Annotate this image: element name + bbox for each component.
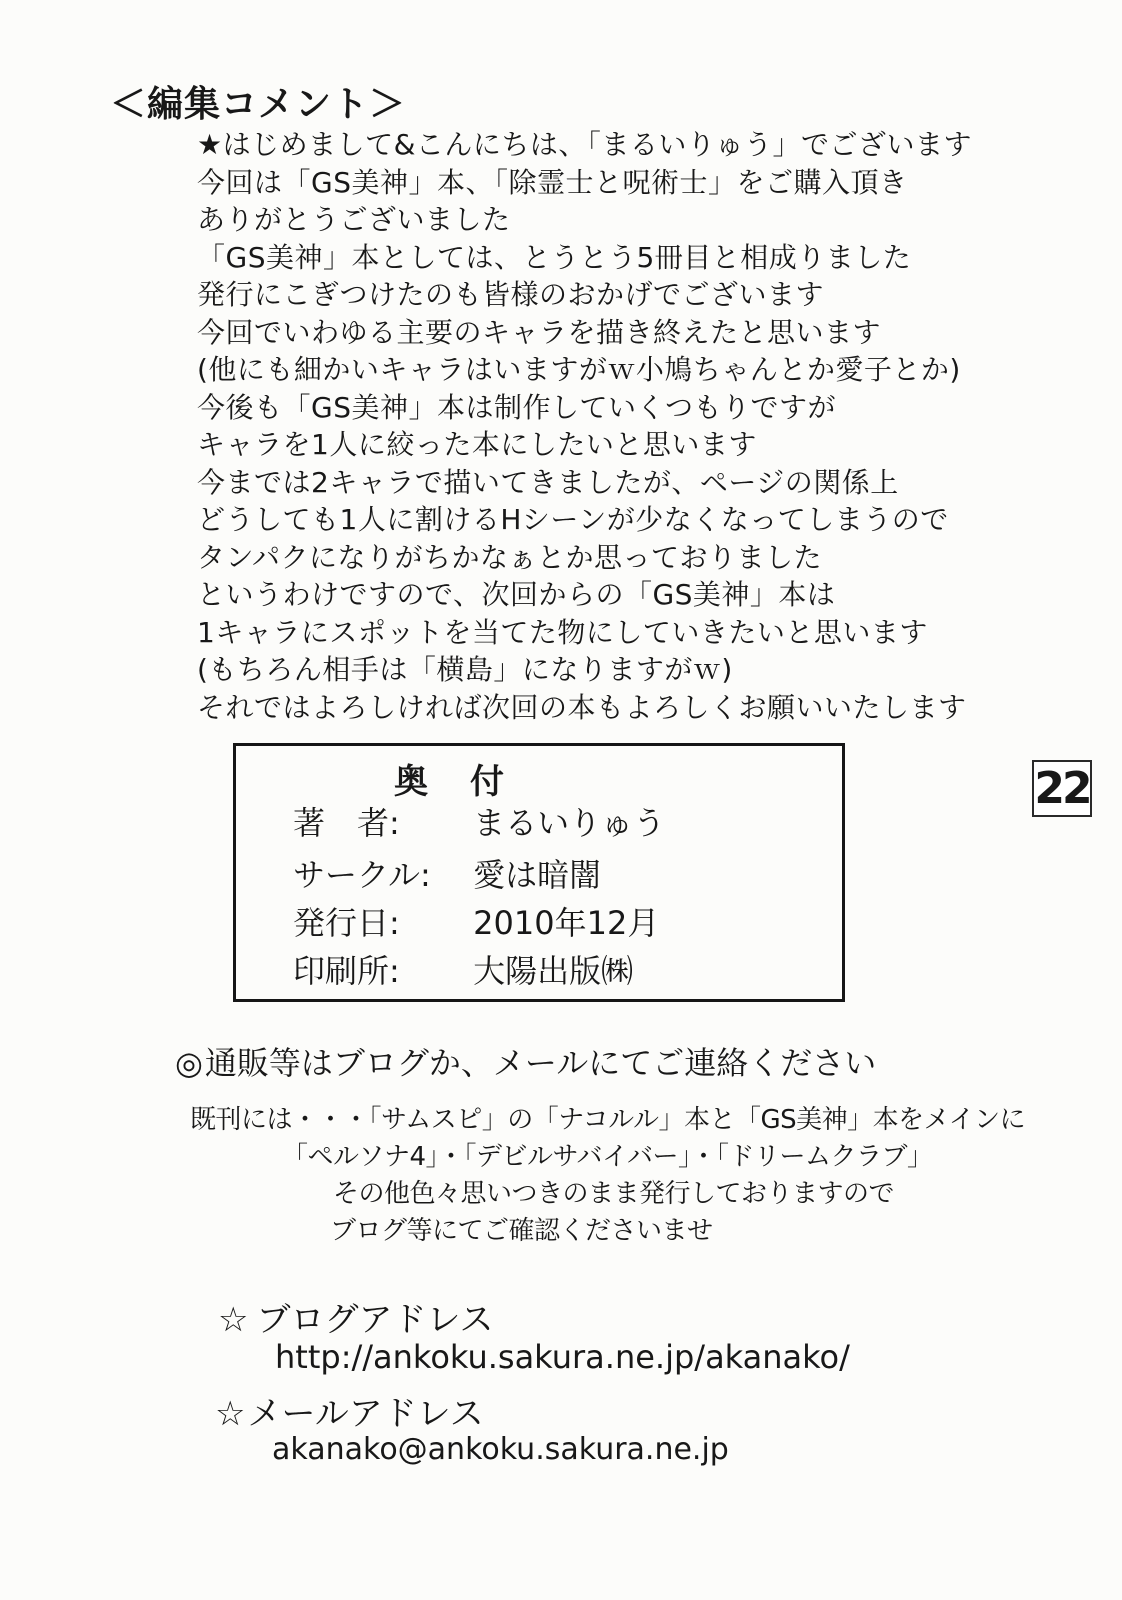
mail-order-text: 通販等はブログか、メールにてご連絡ください xyxy=(204,1044,877,1082)
catalog-line: ブログ等にてご確認くださいませ xyxy=(330,1216,713,1246)
email-address-text: akanako@ankoku.sakura.ne.jp xyxy=(272,1432,729,1467)
comment-line: タンパクになりがちかなぁとか思っておりました xyxy=(197,540,823,574)
colophon-title: 奥 付 xyxy=(394,762,508,802)
colophon-row-printer xyxy=(293,946,633,992)
comment-line: 今回は「GS美神」本、「除霊士と呪術士」をご購入頂き xyxy=(197,165,908,199)
printer-label: 印刷所: xyxy=(293,952,400,990)
comment-line: (もちろん相手は「横島」になりますがｗ) xyxy=(197,653,733,686)
comment-line: ★はじめまして&こんにちは、「まるいりゅう」でございます xyxy=(197,128,972,161)
back-catalog-block xyxy=(190,1102,1025,1250)
printer-value: 大陽出版㈱ xyxy=(473,952,634,990)
comment-line: 今までは2キャラで描いてきましたが、ページの関係上 xyxy=(197,465,899,499)
comment-line: ありがとうございました xyxy=(197,203,511,236)
comment-line: 今回でいわゆる主要のキャラを描き終えたと思います xyxy=(197,315,882,349)
comment-line: というわけですので、次回からの「GS美神」本は xyxy=(197,578,836,611)
mail-address-heading xyxy=(215,1386,484,1435)
comment-line: それではよろしければ次回の本もよろしくお願いいたします xyxy=(197,690,967,724)
mail-address-label: メールアドレス xyxy=(247,1394,484,1434)
star-icon: ☆ xyxy=(215,1394,246,1434)
comment-line: 「GS美神」本としては、とうとう5冊目と相成りました xyxy=(197,240,912,274)
catalog-line: 既刊には・・・「サムスピ」の「ナコルル」本と「GS美神」本をメインに xyxy=(190,1105,1026,1135)
author-label: 著 者: xyxy=(293,804,400,842)
catalog-line: 「ペルソナ4」・「デビルサバイバー」・「ドリームクラブ」 xyxy=(282,1142,933,1172)
colophon-row-circle xyxy=(293,850,601,896)
comment-line: (他にも細かいキャラはいますがｗ小鳩ちゃんとか愛子とか) xyxy=(197,353,961,386)
page-number: 22 xyxy=(1034,763,1090,814)
publish-date-value: 2010年12月 xyxy=(473,904,660,942)
publish-date-label: 発行日: xyxy=(293,904,400,942)
colophon-row-author xyxy=(293,798,665,844)
comment-line: どうしても1人に割けるHシーンが少なくなってしまうので xyxy=(197,503,949,536)
blog-url-text: http://ankoku.sakura.ne.jp/akanako/ xyxy=(275,1338,850,1376)
blog-address-label: ブログアドレス xyxy=(256,1300,494,1340)
colophon-box xyxy=(233,743,845,1002)
catalog-line: その他色々思いつきのまま発行しておりますので xyxy=(333,1179,895,1209)
page-title: ＜編集コメント＞ xyxy=(110,84,407,125)
double-circle-icon: ◎ xyxy=(175,1044,203,1082)
comment-line: 1キャラにスポットを当てた物にしていきたいと思います xyxy=(197,615,928,649)
comment-line: 発行にこぎつけたのも皆様のおかげでございます xyxy=(197,278,825,311)
colophon-row-publish-date xyxy=(293,898,659,944)
blog-address-heading xyxy=(218,1292,493,1341)
author-value: まるいりゅう xyxy=(473,804,666,842)
circle-label: サークル: xyxy=(293,856,431,894)
mail-order-note xyxy=(175,1038,876,1084)
editor-comments-block xyxy=(197,126,972,726)
page-number-badge xyxy=(1032,760,1092,817)
star-icon: ☆ xyxy=(218,1300,249,1340)
comment-line: 今後も「GS美神」本は制作していくつもりですが xyxy=(197,390,836,424)
comment-line: キャラを1人に絞った本にしたいと思います xyxy=(197,428,757,461)
circle-value: 愛は暗闇 xyxy=(473,856,602,894)
